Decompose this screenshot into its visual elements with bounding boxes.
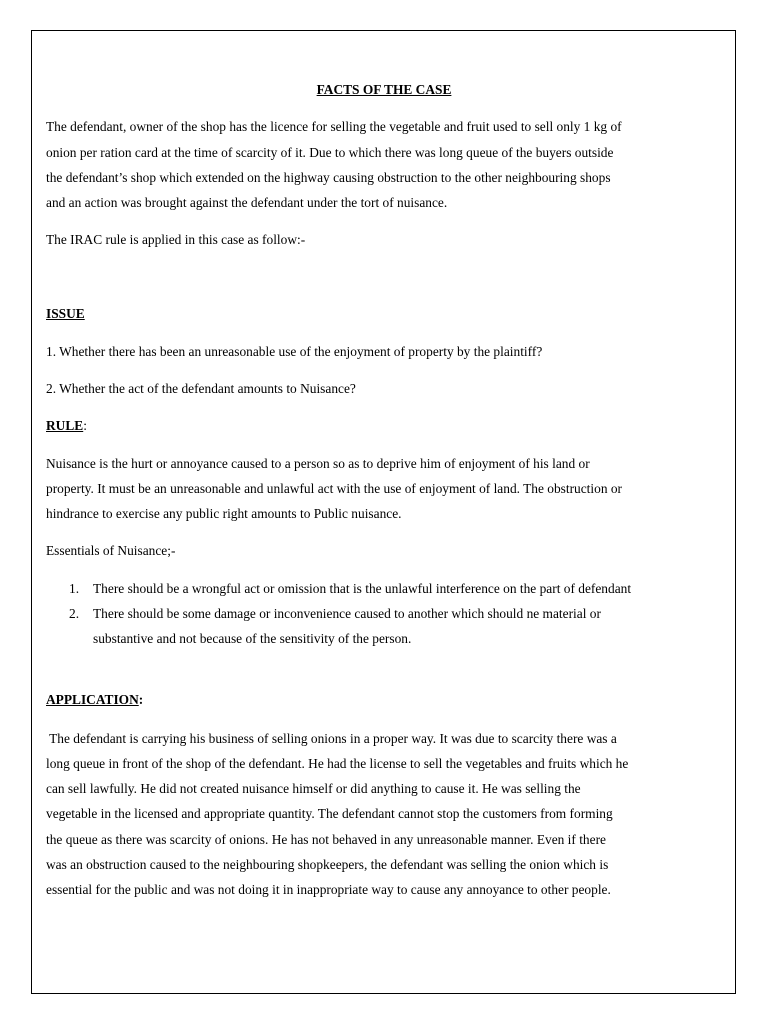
- essential-item-2-line-2: substantive and not because of the sensitivity of the person.: [93, 631, 412, 646]
- facts-line-3: the defendant’s shop which extended on the highway causing obstruction to the other neighbouring shops: [46, 170, 611, 185]
- application-heading-colon: :: [138, 692, 144, 707]
- rule-heading-colon: :: [83, 418, 87, 433]
- application-heading: APPLICATION: [46, 692, 139, 707]
- application-line-4: vegetable in the licensed and appropriate quantity. The defendant cannot stop the customers from forming: [46, 806, 613, 821]
- application-line-7: essential for the public and was not doing it in inappropriate way to cause any annoyance to other people.: [46, 882, 611, 897]
- issue-heading: ISSUE: [46, 306, 85, 321]
- irac-intro: The IRAC rule is applied in this case as follow:-: [46, 232, 306, 247]
- application-line-5: the queue as there was scarcity of onions. He has not behaved in any unreasonable manner. Even if there: [46, 832, 606, 847]
- application-line-6: was an obstruction caused to the neighbouring shopkeepers, the defendant was selling the onion which is: [46, 857, 609, 872]
- issue-item-2: 2. Whether the act of the defendant amounts to Nuisance?: [46, 381, 356, 396]
- rule-heading-line: [46, 418, 87, 434]
- application-line-2: long queue in front of the shop of the defendant. He had the license to sell the vegetables and fruits which he: [46, 756, 629, 771]
- essential-item-1-line-1: There should be a wrongful act or omission that is the unlawful interference on the part of defendant: [93, 581, 632, 596]
- facts-line-1: The defendant, owner of the shop has the licence for selling the vegetable and fruit used to sell only 1 kg of: [46, 119, 622, 134]
- rule-heading: RULE: [46, 418, 84, 433]
- rule-line-1: Nuisance is the hurt or annoyance caused to a person so as to deprive him of enjoyment of his land or: [46, 456, 590, 471]
- application-heading-line: [46, 692, 143, 708]
- document-title: FACTS OF THE CASE: [316, 82, 452, 97]
- facts-line-4: and an action was brought against the defendant under the tort of nuisance.: [46, 195, 448, 210]
- rule-line-2: property. It must be an unreasonable and unlawful act with the use of enjoyment of land. The obstruction or: [46, 481, 623, 496]
- application-line-3: can sell lawfully. He did not created nuisance himself or did anything to cause it. He was selling the: [46, 781, 581, 796]
- essentials-heading: Essentials of Nuisance;-: [46, 543, 176, 558]
- application-line-1: The defendant is carrying his business of selling onions in a proper way. It was due to scarcity there was a: [46, 731, 617, 746]
- rule-line-3: hindrance to exercise any public right amounts to Public nuisance.: [46, 506, 402, 521]
- facts-line-2: onion per ration card at the time of scarcity of it. Due to which there was long queue of the buyers outside: [46, 145, 614, 160]
- essential-number-2: 2.: [69, 606, 80, 621]
- essential-number-1: 1.: [69, 581, 80, 596]
- issue-item-1: 1. Whether there has been an unreasonable use of the enjoyment of property by the plaintiff?: [46, 344, 543, 359]
- essential-item-2-line-1: There should be some damage or inconvenience caused to another which should ne material or: [93, 606, 601, 621]
